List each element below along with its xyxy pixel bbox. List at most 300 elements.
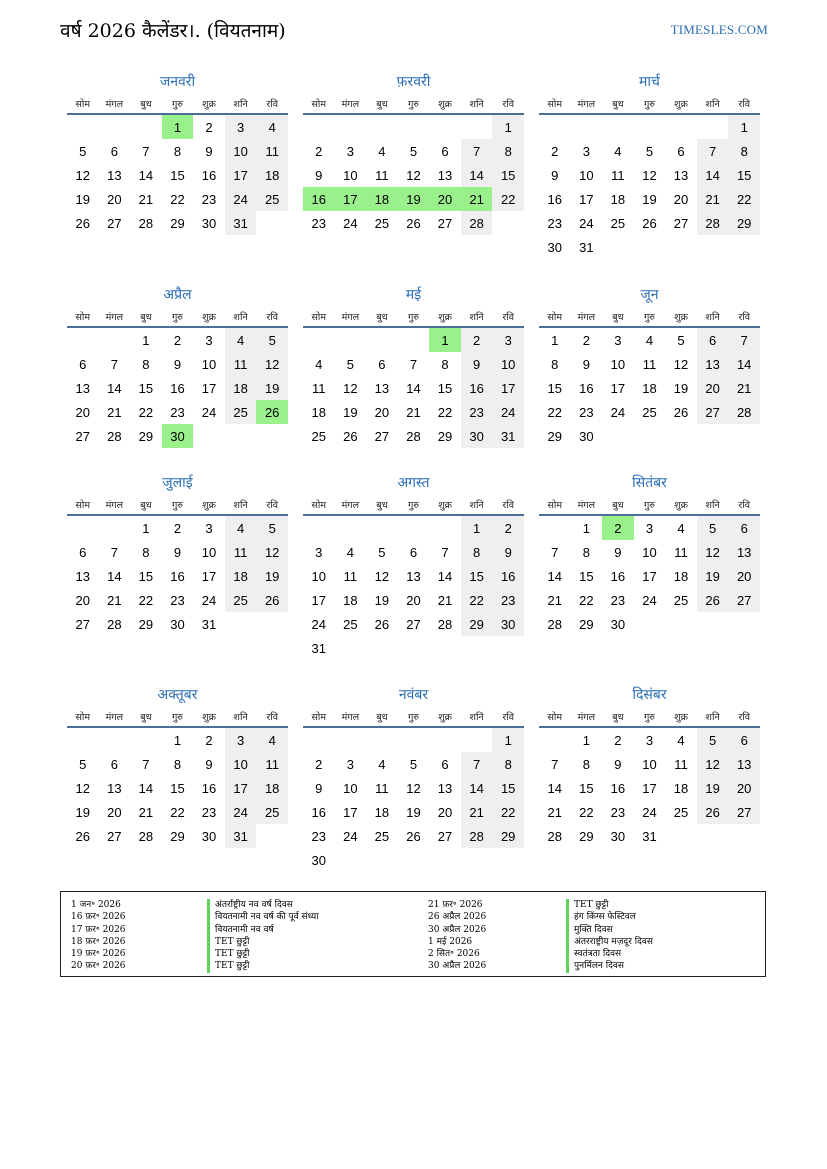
weekday-header-row [303, 706, 524, 727]
day-cell: 24 [343, 215, 358, 231]
holiday-dates-column-2 [428, 899, 486, 973]
empty-day-cell [225, 424, 257, 448]
weekday-header: बुध [602, 306, 634, 327]
month-table [303, 93, 524, 235]
day-cell: 20 [697, 376, 729, 400]
day-cell: 14 [138, 167, 154, 183]
month-name: जनवरी [159, 74, 196, 90]
day-cell: 10 [225, 139, 257, 163]
month-name: मई [405, 287, 422, 303]
day-cell: 29 [547, 428, 563, 444]
day-cell: 28 [461, 211, 493, 235]
day-cell: 26 [406, 828, 421, 844]
day-cell: 4 [346, 544, 354, 560]
day-cell: 5 [79, 756, 87, 772]
day-cell: 8 [492, 752, 524, 776]
day-cell: 1 [173, 732, 182, 748]
day-cell: 25 [311, 428, 327, 444]
week-row [303, 163, 524, 187]
weekday-header: मंगल [335, 494, 367, 515]
day-cell: 17 [225, 163, 257, 187]
day-cell: 24 [492, 400, 524, 424]
week-row [539, 612, 760, 636]
day-cell: 3 [614, 332, 622, 348]
weekday-header: बुध [602, 93, 634, 114]
day-cell: 6 [697, 327, 729, 352]
holiday-name: मुक्ति दिवस [566, 924, 653, 936]
weekday-header: रवि [492, 93, 524, 114]
weekday-header: बुध [602, 494, 634, 515]
day-cell: 29 [138, 616, 154, 632]
day-cell: 31 [311, 640, 327, 656]
empty-day-cell [67, 515, 99, 540]
day-cell: 15 [138, 380, 154, 396]
day-cell: 1 [461, 515, 493, 540]
day-cell: 22 [547, 404, 563, 420]
day-cell: 24 [201, 592, 217, 608]
day-cell: 15 [492, 163, 524, 187]
week-row [539, 564, 760, 588]
day-cell: 30 [170, 616, 185, 632]
day-cell: 14 [547, 780, 563, 796]
day-cell: 20 [107, 804, 122, 820]
weekday-header: बुध [130, 706, 162, 727]
day-cell: 2 [602, 515, 634, 540]
day-cell: 7 [110, 544, 118, 560]
day-cell: 9 [551, 167, 559, 183]
weekday-header: बुध [602, 706, 634, 727]
week-row [67, 800, 288, 824]
month-table [303, 706, 524, 872]
day-cell: 17 [642, 568, 657, 584]
day-cell: 18 [256, 776, 288, 800]
week-row [67, 211, 288, 235]
week-row [539, 588, 760, 612]
day-cell: 1 [582, 520, 590, 536]
day-cell: 16 [201, 780, 217, 796]
day-cell: 1 [162, 114, 194, 139]
day-cell: 31 [579, 239, 594, 255]
holiday-name: TET छुट्टी [207, 960, 319, 972]
day-cell: 7 [461, 752, 493, 776]
weekday-header: शनि [225, 494, 257, 515]
empty-day-cell [366, 636, 398, 660]
weekday-header: मंगल [571, 706, 603, 727]
weekday-header-row [303, 494, 524, 515]
day-cell: 17 [335, 187, 367, 211]
day-cell: 13 [75, 568, 91, 584]
day-cell: 26 [697, 588, 729, 612]
day-cell: 27 [673, 215, 689, 231]
day-cell: 22 [492, 187, 524, 211]
weekday-header: रवि [256, 306, 288, 327]
week-row [539, 376, 760, 400]
week-row [67, 114, 288, 139]
day-cell: 6 [110, 143, 118, 159]
day-cell: 9 [614, 756, 622, 772]
week-row [539, 400, 760, 424]
week-row [303, 211, 524, 235]
weekday-header: शनि [697, 706, 729, 727]
day-cell: 10 [201, 356, 217, 372]
week-row [539, 727, 760, 752]
holiday-name: स्वतंत्रता दिवस [566, 948, 653, 960]
day-cell: 11 [642, 356, 657, 372]
day-cell: 8 [728, 139, 760, 163]
day-cell: 11 [375, 167, 389, 183]
empty-day-cell [602, 114, 634, 139]
holiday-name: पुनर्मिलन दिवस [566, 960, 653, 972]
day-cell: 15 [170, 167, 185, 183]
month-block [67, 284, 288, 448]
day-cell: 2 [614, 732, 622, 748]
day-cell: 9 [492, 540, 524, 564]
day-cell: 16 [579, 380, 594, 396]
day-cell: 23 [311, 828, 327, 844]
day-cell: 22 [138, 592, 154, 608]
day-cell: 1 [142, 520, 150, 536]
day-cell: 18 [610, 191, 626, 207]
week-row [67, 187, 288, 211]
empty-day-cell [398, 848, 430, 872]
day-cell: 16 [303, 187, 335, 211]
weekday-header: शुक्र [193, 306, 225, 327]
day-cell: 18 [366, 187, 398, 211]
empty-day-cell [492, 848, 524, 872]
day-cell: 16 [201, 167, 217, 183]
day-cell: 24 [642, 592, 657, 608]
holiday-date: 20 फ़र॰ 2026 [71, 961, 126, 972]
day-cell: 11 [256, 752, 288, 776]
month-table [67, 93, 288, 235]
holiday-date: 1 मई 2026 [428, 936, 473, 947]
day-cell: 21 [406, 404, 421, 420]
day-cell: 20 [429, 187, 461, 211]
holiday-name: वियतनामी नव वर्ष [207, 924, 319, 936]
day-cell: 31 [225, 211, 257, 235]
day-cell: 28 [728, 400, 760, 424]
day-cell: 30 [461, 424, 493, 448]
day-cell: 12 [406, 167, 421, 183]
day-cell: 13 [437, 780, 453, 796]
day-cell: 12 [406, 780, 421, 796]
day-cell: 16 [610, 568, 626, 584]
day-cell: 24 [343, 828, 358, 844]
weekday-header: गुरु [162, 706, 194, 727]
day-cell: 15 [437, 380, 453, 396]
empty-day-cell [398, 515, 430, 540]
day-cell: 5 [79, 143, 87, 159]
month-name: अप्रैल [163, 287, 192, 303]
day-cell: 21 [461, 187, 493, 211]
day-cell: 13 [107, 167, 122, 183]
day-cell: 17 [343, 804, 358, 820]
day-cell: 20 [75, 592, 91, 608]
empty-day-cell [665, 114, 697, 139]
weekday-header: शुक्र [429, 706, 461, 727]
day-cell: 18 [256, 163, 288, 187]
weekday-header: मंगल [99, 706, 131, 727]
empty-day-cell [67, 327, 99, 352]
empty-day-cell [303, 114, 335, 139]
weekday-header: रवि [728, 706, 760, 727]
day-cell: 22 [170, 804, 185, 820]
day-cell: 1 [582, 732, 590, 748]
week-row [303, 114, 524, 139]
weekday-header-row [539, 706, 760, 727]
day-cell: 8 [582, 756, 590, 772]
week-row [539, 211, 760, 235]
day-cell: 23 [170, 404, 185, 420]
day-cell: 1 [142, 332, 150, 348]
day-cell: 29 [138, 428, 154, 444]
holiday-date: 1 जन॰ 2026 [71, 900, 121, 910]
day-cell: 10 [610, 356, 626, 372]
weekday-header: शनि [461, 306, 493, 327]
empty-day-cell [461, 727, 493, 752]
day-cell: 11 [674, 544, 688, 560]
day-cell: 26 [642, 215, 657, 231]
weekday-header-row [67, 93, 288, 114]
week-row [303, 352, 524, 376]
day-cell: 27 [728, 588, 760, 612]
week-row [303, 187, 524, 211]
day-cell: 5 [409, 143, 418, 159]
day-cell: 9 [582, 356, 590, 372]
weekday-header: मंगल [571, 306, 603, 327]
day-cell: 23 [201, 191, 217, 207]
day-cell: 12 [697, 752, 729, 776]
day-cell: 12 [343, 380, 358, 396]
day-cell: 8 [582, 544, 590, 560]
day-cell: 22 [579, 804, 594, 820]
holiday-name: वियतनामी नव वर्ष की पूर्व संध्या [207, 911, 319, 923]
holiday-date: 30 अप्रैल 2026 [428, 961, 487, 972]
holiday-names-column-1 [207, 899, 319, 973]
day-cell: 16 [170, 568, 185, 584]
day-cell: 31 [225, 824, 257, 848]
day-cell: 7 [728, 327, 760, 352]
day-cell: 29 [461, 612, 493, 636]
day-cell: 31 [201, 616, 217, 632]
empty-day-cell [492, 636, 524, 660]
weekday-header: गुरु [634, 706, 666, 727]
weekday-header: सोम [539, 306, 571, 327]
day-cell: 20 [107, 191, 122, 207]
day-cell: 8 [492, 139, 524, 163]
weekday-header: मंगल [99, 494, 131, 515]
empty-day-cell [728, 824, 760, 848]
holiday-name: अंतरराष्ट्रीय मज़दूर दिवस [566, 936, 653, 948]
day-cell: 16 [492, 564, 524, 588]
day-cell: 28 [437, 616, 453, 632]
week-row [67, 588, 288, 612]
day-cell: 29 [492, 824, 524, 848]
day-cell: 22 [579, 592, 594, 608]
day-cell: 11 [343, 568, 358, 584]
day-cell: 30 [311, 852, 327, 868]
day-cell: 20 [673, 191, 689, 207]
day-cell: 30 [610, 616, 626, 632]
day-cell: 28 [138, 828, 154, 844]
day-cell: 1 [492, 114, 524, 139]
weekday-header: शनि [461, 93, 493, 114]
day-cell: 28 [406, 428, 421, 444]
day-cell: 25 [256, 187, 288, 211]
empty-day-cell [303, 327, 335, 352]
holiday-date: 17 फ़र॰ 2026 [71, 924, 126, 935]
day-cell: 12 [75, 780, 91, 796]
empty-day-cell [67, 727, 99, 752]
day-cell: 15 [170, 780, 185, 796]
empty-day-cell [429, 636, 461, 660]
day-cell: 4 [378, 143, 386, 159]
day-cell: 6 [110, 756, 118, 772]
day-cell: 13 [107, 780, 122, 796]
empty-day-cell [398, 114, 430, 139]
empty-day-cell [461, 636, 493, 660]
day-cell: 5 [346, 356, 354, 372]
day-cell: 14 [728, 352, 760, 376]
empty-day-cell [335, 848, 367, 872]
holiday-date: 19 फ़र॰ 2026 [71, 949, 126, 960]
weekday-header: रवि [256, 706, 288, 727]
day-cell: 8 [441, 356, 449, 372]
day-cell: 18 [225, 564, 257, 588]
day-cell: 2 [461, 327, 493, 352]
weekday-header: गुरु [634, 306, 666, 327]
weekday-header-row [539, 306, 760, 327]
day-cell: 12 [256, 352, 288, 376]
day-cell: 26 [673, 404, 689, 420]
holiday-date: 30 अप्रैल 2026 [428, 924, 487, 935]
weekday-header: मंगल [335, 306, 367, 327]
day-cell: 21 [138, 804, 154, 820]
day-cell: 17 [492, 376, 524, 400]
week-row [303, 800, 524, 824]
day-cell: 5 [256, 515, 288, 540]
day-cell: 29 [579, 616, 594, 632]
empty-day-cell [335, 636, 367, 660]
empty-day-cell [602, 235, 634, 259]
empty-day-cell [665, 424, 697, 448]
day-cell: 14 [547, 568, 563, 584]
weekday-header: शनि [697, 306, 729, 327]
day-cell: 4 [614, 143, 622, 159]
day-cell: 30 [162, 424, 194, 448]
empty-day-cell [366, 327, 398, 352]
day-cell: 7 [409, 356, 418, 372]
page-title: वर्ष 2026 कैलेंडर।. (वियतनाम) [60, 20, 286, 42]
empty-day-cell [99, 727, 131, 752]
day-cell: 21 [547, 592, 563, 608]
day-cell: 17 [201, 380, 217, 396]
day-cell: 29 [728, 211, 760, 235]
day-cell: 19 [256, 564, 288, 588]
day-cell: 27 [374, 428, 390, 444]
day-cell: 22 [728, 187, 760, 211]
empty-day-cell [492, 211, 524, 235]
day-cell: 13 [728, 752, 760, 776]
day-cell: 19 [75, 191, 91, 207]
weekday-header: सोम [303, 706, 335, 727]
empty-day-cell [366, 848, 398, 872]
week-row [303, 727, 524, 752]
day-cell: 7 [110, 356, 118, 372]
holiday-date: 2 सित॰ 2026 [428, 949, 480, 960]
empty-day-cell [665, 235, 697, 259]
day-cell: 20 [728, 776, 760, 800]
day-cell: 26 [406, 215, 421, 231]
empty-day-cell [602, 424, 634, 448]
week-row [539, 824, 760, 848]
day-cell: 31 [492, 424, 524, 448]
empty-day-cell [303, 727, 335, 752]
week-row [303, 848, 524, 872]
day-cell: 27 [437, 828, 453, 844]
empty-day-cell [99, 114, 131, 139]
weekday-header: गुरु [398, 494, 430, 515]
week-row [303, 588, 524, 612]
day-cell: 22 [138, 404, 154, 420]
day-cell: 13 [437, 167, 453, 183]
day-cell: 8 [173, 143, 182, 159]
empty-day-cell [99, 515, 131, 540]
day-cell: 5 [256, 327, 288, 352]
day-cell: 15 [547, 380, 563, 396]
site-brand-link[interactable]: TIMESLES.COM [670, 22, 768, 37]
weekday-header: मंगल [99, 93, 131, 114]
week-row [303, 752, 524, 776]
day-cell: 15 [461, 564, 493, 588]
day-cell: 4 [677, 520, 685, 536]
day-cell: 21 [461, 800, 493, 824]
month-block [539, 284, 760, 448]
day-cell: 28 [138, 215, 154, 231]
weekday-header: शनि [461, 706, 493, 727]
day-cell: 16 [461, 376, 493, 400]
empty-day-cell [461, 848, 493, 872]
day-cell: 14 [138, 780, 154, 796]
week-row [539, 752, 760, 776]
weekday-header: बुध [130, 93, 162, 114]
week-row [539, 352, 760, 376]
day-cell: 19 [374, 592, 390, 608]
empty-day-cell [728, 235, 760, 259]
day-cell: 25 [610, 215, 626, 231]
weekday-header: रवि [256, 494, 288, 515]
day-cell: 25 [374, 215, 390, 231]
weekday-header: गुरु [634, 93, 666, 114]
day-cell: 5 [697, 727, 729, 752]
month-table [539, 306, 760, 448]
weekday-header: सोम [539, 93, 571, 114]
day-cell: 12 [642, 167, 657, 183]
day-cell: 19 [697, 564, 729, 588]
day-cell: 18 [343, 592, 358, 608]
day-cell: 29 [437, 428, 453, 444]
day-cell: 15 [728, 163, 760, 187]
holiday-date: 26 अप्रैल 2026 [428, 912, 487, 923]
empty-day-cell [429, 114, 461, 139]
day-cell: 23 [201, 804, 217, 820]
day-cell: 13 [697, 352, 729, 376]
weekday-header: शुक्र [429, 93, 461, 114]
day-cell: 4 [256, 727, 288, 752]
day-cell: 11 [225, 540, 257, 564]
day-cell: 6 [79, 356, 87, 372]
day-cell: 23 [547, 215, 563, 231]
